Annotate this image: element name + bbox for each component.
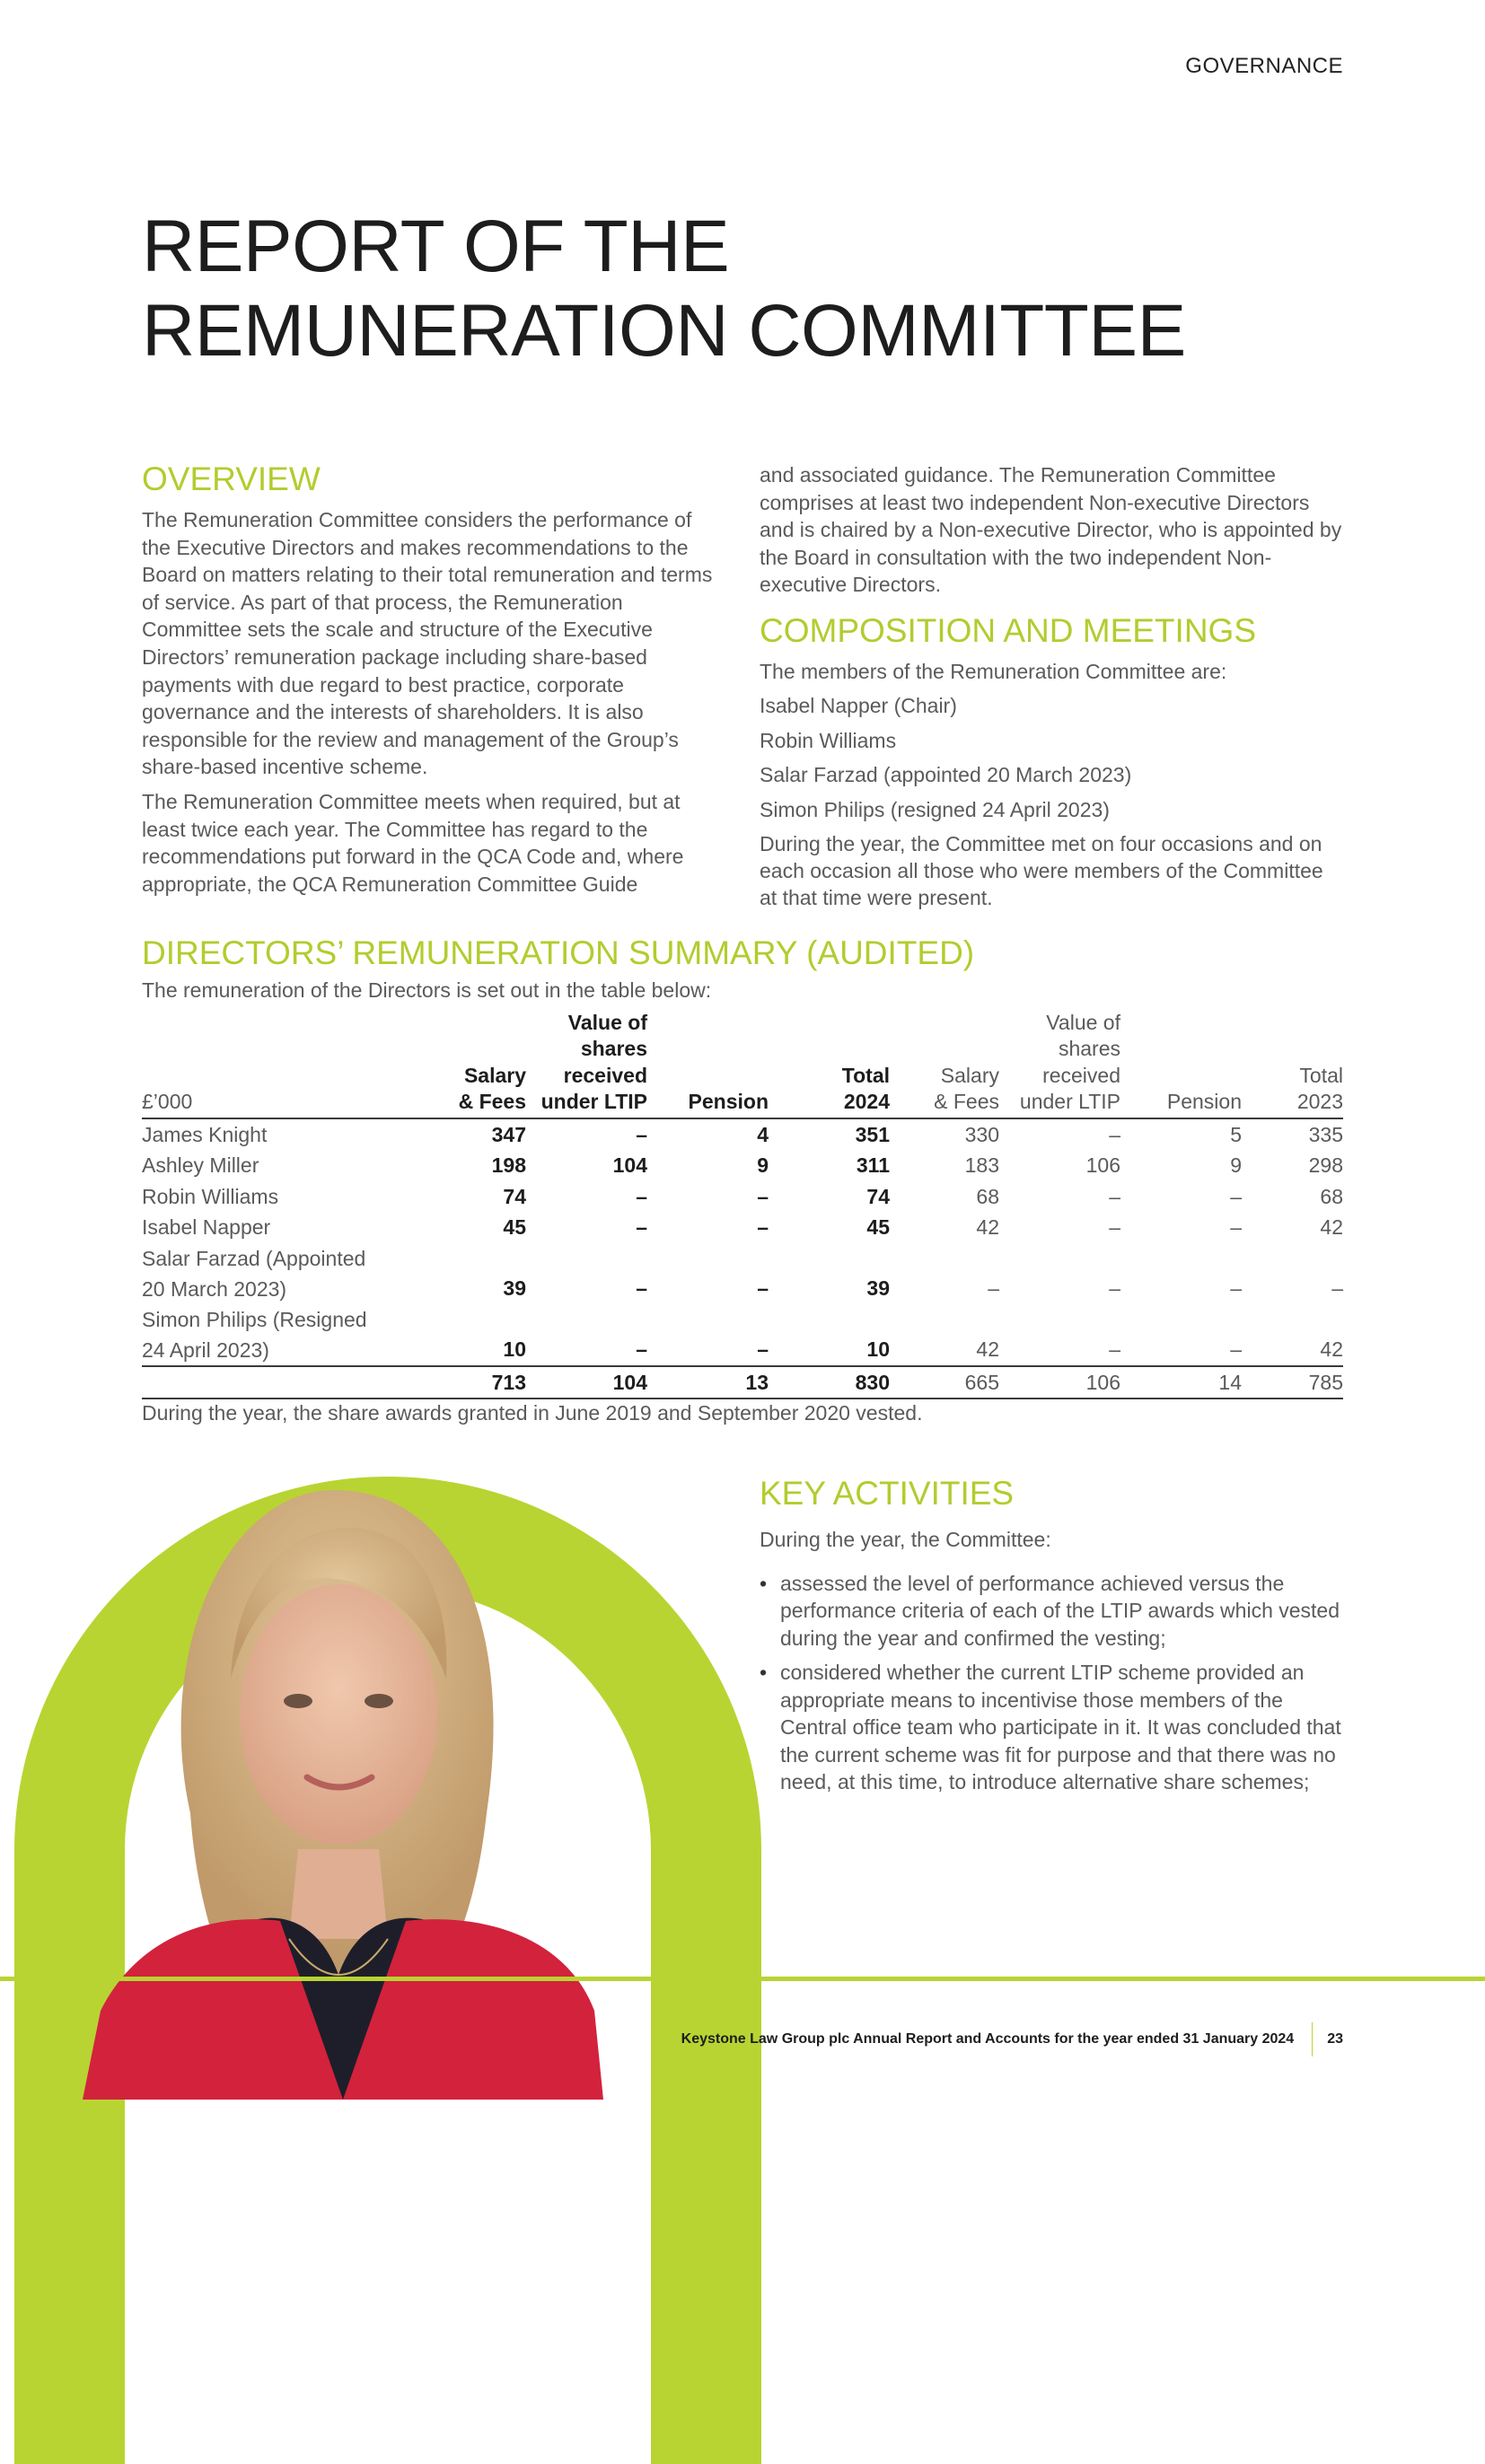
total-cell: 106 [1085, 1370, 1120, 1394]
table-cell: – [636, 1276, 647, 1301]
director-name: James Knight [142, 1122, 268, 1146]
director-name: Ashley Miller [142, 1153, 259, 1178]
table-cell: – [1109, 1276, 1120, 1301]
table-row [142, 1304, 1343, 1366]
section-label: GOVERNANCE [1185, 54, 1343, 78]
director-name: Simon Philips (Resigned 24 April 2023) [142, 1307, 367, 1362]
column-header-salary-2024: Salary & Fees [458, 1063, 526, 1114]
member-item: Isabel Napper (Chair) [760, 694, 957, 718]
table-cell: 198 [491, 1153, 526, 1178]
column-header-unit: £’000 [142, 1090, 193, 1114]
key-activities [760, 1474, 1352, 1803]
table-cell: 74 [866, 1184, 890, 1208]
table-cell: – [1109, 1215, 1120, 1240]
table-row [142, 1118, 1343, 1151]
table-cell: – [988, 1276, 999, 1301]
table-cell: – [636, 1215, 647, 1240]
total-label-cell [142, 1366, 417, 1399]
footer-source: Keystone Law Group plc Annual Report and Accounts for the year ended 31 January 2024 [681, 2031, 1295, 2047]
list-item: • considered whether the current LTIP scheme provided an appropriate means to incentivise those members of the Central office team who participate in it. It was concluded that the current scheme was fit for purpose and that there was no need, at this time, to introduce alternative share schemes; [760, 1659, 1352, 1796]
page-number: 23 [1327, 2031, 1343, 2047]
director-name: Robin Williams [142, 1184, 279, 1208]
director-name: Salar Farzad (Appointed 20 March 2023) [142, 1246, 366, 1301]
vesting-note: During the year, the share awards granted in June 2019 and September 2020 vested. [142, 1400, 923, 1425]
overview-paragraph-3: and associated guidance. The Remuneration Committee comprises at least two independent Non-executive Directors and is chaired by a Non-executive Director, who is appointed by the Board in consultation with the two independent Non-executive Directors. [760, 463, 1342, 597]
column-header-pension-2024: Pension [688, 1090, 769, 1114]
table-cell: 39 [503, 1276, 526, 1301]
table-cell: 351 [855, 1122, 890, 1146]
table-cell: 42 [1320, 1215, 1343, 1240]
table-cell: 106 [1085, 1153, 1120, 1178]
summary-heading: DIRECTORS’ REMUNERATION SUMMARY (AUDITED) [142, 934, 975, 971]
table-cell: – [757, 1337, 769, 1362]
column-header-pension-2023: Pension [1166, 1090, 1242, 1114]
composition-heading: COMPOSITION AND MEETINGS [760, 611, 1256, 649]
page-footer [681, 2022, 1343, 2056]
overview-paragraph-2: The Remuneration Committee meets when required, but at least twice each year. The Committee has regard to the recommendations put forward in the QCA Code and, where appropriate, the QCA Remuneration Committee Guide [142, 789, 684, 896]
overview-column-left [142, 460, 725, 905]
table-cell: 42 [1320, 1337, 1343, 1362]
table-cell: 9 [757, 1153, 769, 1178]
table-cell: – [1109, 1184, 1120, 1208]
table-cell: – [1331, 1276, 1343, 1301]
table-cell: 45 [866, 1215, 890, 1240]
list-item: • assessed the level of performance achieved versus the performance criteria of each of the LTIP awards which vested during the year and confirmed the vesting; [760, 1570, 1352, 1653]
key-activities-lead: During the year, the Committee: [760, 1528, 1051, 1551]
total-cell: 830 [855, 1370, 890, 1394]
total-cell: 665 [964, 1370, 999, 1394]
key-activities-heading: KEY ACTIVITIES [760, 1475, 1015, 1512]
remuneration-summary [142, 934, 1343, 1434]
table-cell: 5 [1230, 1122, 1242, 1146]
table-cell: – [757, 1184, 769, 1208]
total-cell: 785 [1308, 1370, 1343, 1394]
table-cell: 39 [866, 1276, 890, 1301]
column-header-ltip-2024: Value of shares received under LTIP [540, 1010, 647, 1114]
remuneration-table [142, 1010, 1343, 1399]
portrait-photo [83, 1472, 603, 2100]
table-cell: – [1230, 1276, 1242, 1301]
table-cell: – [1230, 1215, 1242, 1240]
table-cell: 335 [1308, 1122, 1343, 1146]
table-cell: – [1230, 1184, 1242, 1208]
table-cell: 347 [491, 1122, 526, 1146]
key-activities-list [760, 1570, 1352, 1796]
table-cell: 42 [976, 1215, 999, 1240]
overview-column-right [760, 461, 1343, 919]
member-item: Robin Williams [760, 728, 897, 752]
footer-divider [1312, 2022, 1313, 2056]
overview-paragraph-1: The Remuneration Committee considers the performance of the Executive Directors and makes recommendations to the Board on matters relating to their total remuneration and terms of service. As part of that process, the Remuneration Committee sets the scale and structure of the Executive Directors’ remuneration package including share-based payments with due regard to best practice, corporate governance and the interests of shareholders. It is also responsible for the review and management of the Group’s share-based incentive scheme. [142, 508, 713, 779]
meetings-paragraph: During the year, the Committee met on four occasions and on each occasion all those who were members of the Committee at that time were present. [760, 832, 1323, 910]
table-cell: – [1109, 1122, 1120, 1146]
table-cell: 45 [503, 1215, 526, 1240]
table-cell: – [636, 1184, 647, 1208]
table-cell: – [1230, 1337, 1242, 1362]
column-header-salary-2023: Salary & Fees [934, 1063, 999, 1114]
table-cell: 104 [612, 1153, 647, 1178]
column-header-ltip-2023: Value of shares received under LTIP [1019, 1010, 1120, 1114]
table-cell: – [636, 1337, 647, 1362]
table-cell: 74 [503, 1184, 526, 1208]
table-cell: 4 [757, 1122, 769, 1146]
table-row [142, 1243, 1343, 1304]
total-cell: 13 [745, 1370, 769, 1394]
table-row [142, 1212, 1343, 1243]
overview-heading: OVERVIEW [142, 460, 321, 497]
total-cell: 14 [1218, 1370, 1242, 1394]
table-cell: – [1109, 1337, 1120, 1362]
table-cell: 9 [1230, 1153, 1242, 1178]
table-cell: – [757, 1215, 769, 1240]
director-name: Isabel Napper [142, 1215, 271, 1240]
composition-intro: The members of the Remuneration Committee are: [760, 659, 1227, 683]
page-title-line-1: REPORT OF THE [142, 206, 730, 287]
footer-rule [0, 1977, 1485, 1981]
column-header-total-2023: Total 2023 [1296, 1063, 1343, 1114]
table-total-row [142, 1366, 1343, 1399]
total-cell: 713 [491, 1370, 526, 1394]
table-row [142, 1181, 1343, 1213]
table-cell: 183 [964, 1153, 999, 1178]
page-title-line-2: REMUNERATION COMMITTEE [142, 290, 1186, 372]
summary-intro: The remuneration of the Directors is set out in the table below: [142, 978, 712, 1002]
table-cell: 10 [866, 1337, 890, 1362]
table-cell: 10 [503, 1337, 526, 1362]
table-cell: 298 [1308, 1153, 1343, 1178]
member-item: Simon Philips (resigned 24 April 2023) [760, 797, 1110, 821]
table-cell: – [757, 1276, 769, 1301]
column-header-total-2024: Total 2024 [841, 1063, 890, 1114]
table-row [142, 1150, 1343, 1181]
table-cell: 330 [964, 1122, 999, 1146]
table-cell: 68 [976, 1184, 999, 1208]
table-cell: 68 [1320, 1184, 1343, 1208]
table-cell: 42 [976, 1337, 999, 1362]
table-cell: 311 [856, 1153, 890, 1178]
page-title [142, 205, 1345, 373]
total-cell: 104 [612, 1370, 647, 1394]
table-cell: – [636, 1122, 647, 1146]
table-header-row [142, 1010, 1343, 1118]
member-item: Salar Farzad (appointed 20 March 2023) [760, 763, 1132, 787]
